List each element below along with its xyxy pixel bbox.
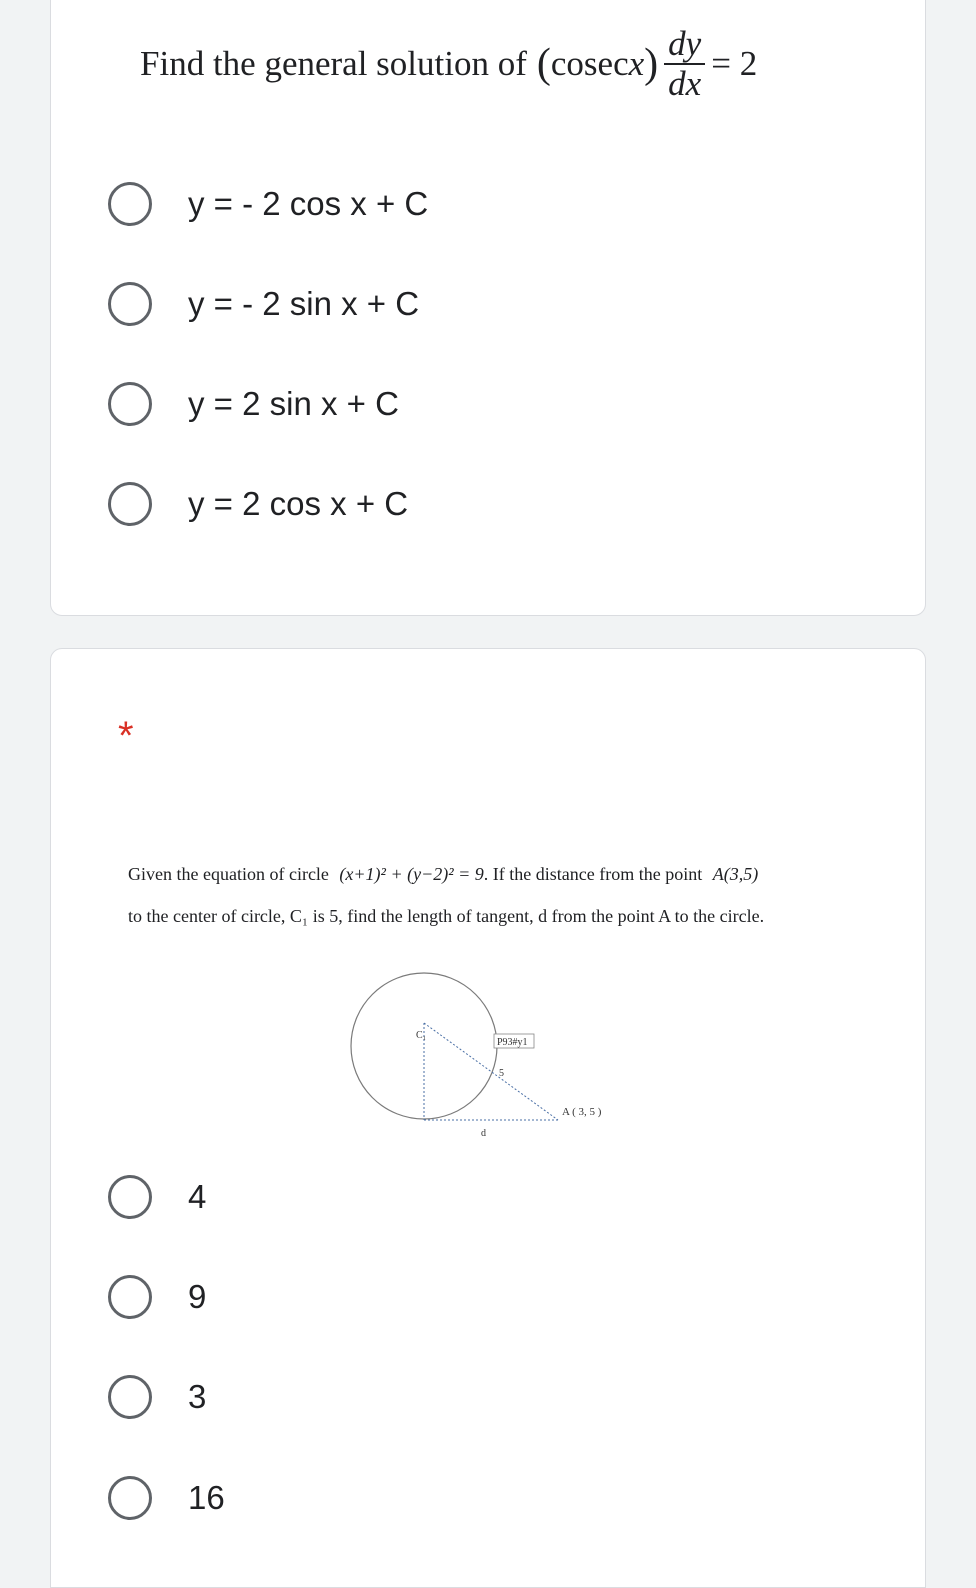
- radio-button[interactable]: [108, 1476, 152, 1520]
- required-asterisk: *: [118, 714, 134, 758]
- option-label: 16: [188, 1479, 225, 1516]
- question-2-line-1: Given the equation of circle (x+1)² + (y−2)² = 9. If the distance from the point A(3,5): [128, 864, 759, 884]
- q2-option-2[interactable]: [108, 1270, 206, 1324]
- q1-option-4[interactable]: [108, 477, 408, 531]
- derivative-denominator: dx: [668, 64, 702, 103]
- point-a: A(3,5): [712, 864, 759, 884]
- derivative-fraction: [664, 25, 705, 103]
- radio-button[interactable]: [108, 482, 152, 526]
- q2-option-4[interactable]: [108, 1471, 225, 1525]
- q1-rhs: = 2: [711, 44, 758, 83]
- q1-option-1[interactable]: [108, 177, 428, 231]
- derivative-numerator: dy: [668, 24, 702, 63]
- tag-label: P93#y1: [497, 1037, 528, 1048]
- radio-button[interactable]: [108, 282, 152, 326]
- q1-var: x: [628, 44, 645, 83]
- q2-option-3[interactable]: [108, 1370, 206, 1424]
- radio-button[interactable]: [108, 182, 152, 226]
- option-label: 4: [188, 1178, 207, 1215]
- radio-button[interactable]: [108, 1375, 152, 1419]
- radio-button[interactable]: [108, 1275, 152, 1319]
- circle-c1: [351, 973, 497, 1119]
- radio-button[interactable]: [108, 1175, 152, 1219]
- point-a-label: A ( 3, 5 ): [562, 1106, 602, 1118]
- option-label: 3: [188, 1378, 207, 1415]
- q1-option-2[interactable]: [108, 277, 419, 331]
- q1-option-3[interactable]: [108, 377, 399, 431]
- q1-prefix: Find the general solution of: [140, 44, 527, 83]
- option-label: 9: [188, 1278, 207, 1315]
- distance-label: 5: [499, 1068, 504, 1079]
- circle-equation: (x+1)² + (y−2)² = 9: [339, 864, 484, 884]
- tangent-length-label: d: [481, 1128, 486, 1139]
- question-1-text: Find the general solution of ( cosec x ) $\frac{dy}{dx}$ = 2: [140, 24, 758, 103]
- option-label: y = 2 sin x + C: [188, 385, 399, 422]
- q1-func: cosec: [550, 44, 629, 83]
- center-to-a-line: [424, 1023, 558, 1120]
- option-label: y = 2 cos x + C: [188, 485, 409, 522]
- q2-option-1[interactable]: [108, 1170, 206, 1224]
- option-label: y = - 2 cos x + C: [188, 185, 429, 222]
- option-label: y = - 2 sin x + C: [188, 285, 420, 322]
- center-label: C₁: [416, 1030, 427, 1041]
- radio-button[interactable]: [108, 382, 152, 426]
- question-2-line-2: to the center of circle, C₁ is 5, find the length of tangent, d from the point A to the circle.: [128, 906, 765, 926]
- circle-tangent-diagram: [340, 970, 640, 1150]
